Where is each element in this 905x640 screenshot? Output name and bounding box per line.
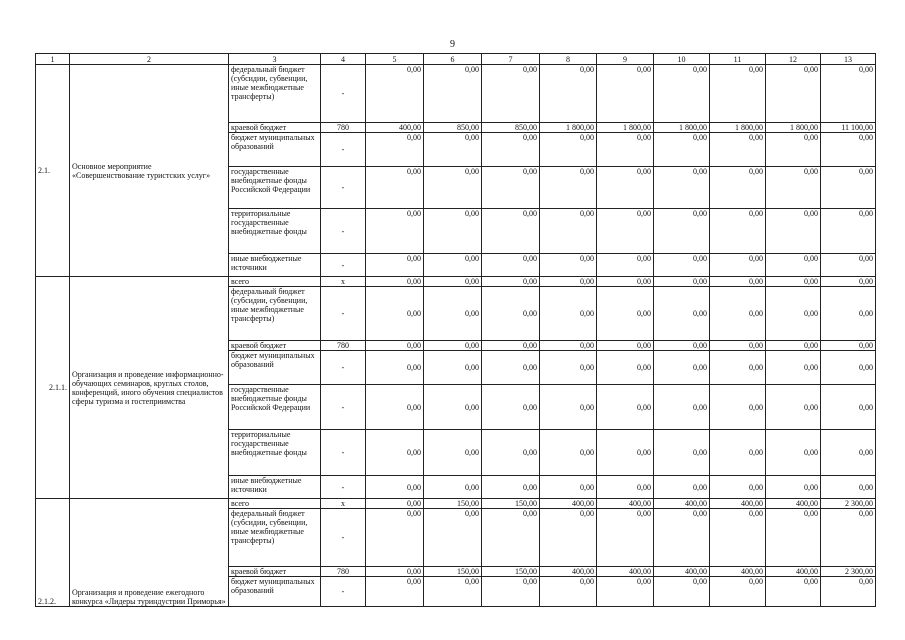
section-title: Основное мероприятие «Совершенствование туристских услуг»	[70, 65, 229, 277]
value-cell: 0,00	[821, 287, 876, 341]
funding-source: всего	[229, 499, 321, 509]
value-cell: 0,00	[654, 167, 710, 209]
value-cell: 0,00	[821, 476, 876, 499]
value-cell: 0,00	[482, 254, 540, 277]
value-cell: 0,00	[540, 341, 597, 351]
value-cell: 0,00	[710, 167, 766, 209]
column-header: 3	[229, 54, 321, 65]
value-cell: 0,00	[710, 133, 766, 167]
column-header: 2	[70, 54, 229, 65]
value-cell: 0,00	[540, 577, 597, 607]
funding-source: всего	[229, 277, 321, 287]
value-cell: 0,00	[710, 385, 766, 430]
code-cell: 780	[321, 123, 366, 133]
funding-source: иные внебюджетные источники	[229, 254, 321, 277]
column-header: 6	[424, 54, 482, 65]
table-body	[36, 65, 876, 607]
value-cell: 0,00	[821, 509, 876, 567]
column-header: 11	[710, 54, 766, 65]
value-cell: 0,00	[424, 341, 482, 351]
value-cell: 150,00	[482, 499, 540, 509]
value-cell: 0,00	[654, 509, 710, 567]
funding-source: бюджет муниципальных образований	[229, 577, 321, 607]
value-cell: 0,00	[366, 385, 424, 430]
value-cell: 0,00	[597, 254, 654, 277]
section-title: Организация и проведение информационно-обучающих семинаров, круглых столов, конференций, иного обучения специалистов сферы туризма и гостеприимства	[70, 277, 229, 499]
value-cell: 0,00	[821, 341, 876, 351]
value-cell: 0,00	[597, 430, 654, 476]
funding-source: федеральный бюджет (субсидии, субвенции, иные межбюджетные трансферты)	[229, 509, 321, 567]
page-number: 9	[450, 39, 455, 50]
funding-source: иные внебюджетные источники	[229, 476, 321, 499]
value-cell: 0,00	[540, 65, 597, 123]
value-cell: 0,00	[482, 476, 540, 499]
funding-source: федеральный бюджет (субсидии, субвенции, иные межбюджетные трансферты)	[229, 287, 321, 341]
value-cell: 0,00	[366, 567, 424, 577]
value-cell: 0,00	[821, 167, 876, 209]
code-cell: х	[321, 499, 366, 509]
value-cell: 150,00	[482, 567, 540, 577]
value-cell: 0,00	[710, 577, 766, 607]
section-code: 2.1.1.	[36, 277, 70, 499]
code-cell: -	[321, 167, 366, 209]
value-cell: 0,00	[710, 430, 766, 476]
value-cell: 400,00	[710, 567, 766, 577]
code-cell: -	[321, 430, 366, 476]
value-cell: 0,00	[482, 209, 540, 254]
table-row	[36, 277, 876, 287]
value-cell: 0,00	[366, 133, 424, 167]
column-header: 7	[482, 54, 540, 65]
column-header: 12	[766, 54, 821, 65]
value-cell: 0,00	[766, 385, 821, 430]
column-header: 8	[540, 54, 597, 65]
code-cell: -	[321, 209, 366, 254]
value-cell: 400,00	[654, 567, 710, 577]
value-cell: 0,00	[766, 254, 821, 277]
value-cell: 0,00	[540, 254, 597, 277]
value-cell: 0,00	[654, 254, 710, 277]
value-cell: 11 100,00	[821, 123, 876, 133]
value-cell: 400,00	[597, 567, 654, 577]
value-cell: 0,00	[366, 499, 424, 509]
value-cell: 0,00	[366, 167, 424, 209]
value-cell: 0,00	[766, 209, 821, 254]
value-cell: 0,00	[424, 430, 482, 476]
value-cell: 0,00	[482, 277, 540, 287]
value-cell: 0,00	[821, 254, 876, 277]
column-header: 10	[654, 54, 710, 65]
value-cell: 400,00	[654, 499, 710, 509]
funding-source: территориальные государственные внебюджетные фонды	[229, 430, 321, 476]
value-cell: 0,00	[821, 65, 876, 123]
value-cell: 0,00	[654, 351, 710, 385]
value-cell: 0,00	[597, 341, 654, 351]
value-cell: 1 800,00	[766, 123, 821, 133]
value-cell: 0,00	[424, 133, 482, 167]
value-cell: 0,00	[366, 509, 424, 567]
value-cell: 0,00	[654, 476, 710, 499]
value-cell: 150,00	[424, 567, 482, 577]
funding-source: краевой бюджет	[229, 123, 321, 133]
code-cell: х	[321, 277, 366, 287]
value-cell: 0,00	[766, 277, 821, 287]
value-cell: 0,00	[821, 277, 876, 287]
column-header: 13	[821, 54, 876, 65]
code-cell: -	[321, 287, 366, 341]
value-cell: 0,00	[710, 65, 766, 123]
funding-source: краевой бюджет	[229, 341, 321, 351]
code-cell: -	[321, 351, 366, 385]
value-cell: 0,00	[540, 476, 597, 499]
value-cell: 0,00	[540, 209, 597, 254]
value-cell: 0,00	[597, 167, 654, 209]
value-cell: 0,00	[540, 167, 597, 209]
value-cell: 0,00	[597, 385, 654, 430]
funding-source: государственные внебюджетные фонды Российской Федерации	[229, 167, 321, 209]
value-cell: 0,00	[710, 341, 766, 351]
value-cell: 400,00	[766, 567, 821, 577]
value-cell: 850,00	[424, 123, 482, 133]
value-cell: 0,00	[366, 65, 424, 123]
value-cell: 400,00	[597, 499, 654, 509]
value-cell: 400,00	[710, 499, 766, 509]
code-cell: -	[321, 254, 366, 277]
value-cell: 0,00	[540, 509, 597, 567]
column-header: 1	[36, 54, 70, 65]
value-cell: 0,00	[766, 341, 821, 351]
value-cell: 0,00	[710, 287, 766, 341]
value-cell: 0,00	[366, 577, 424, 607]
value-cell: 400,00	[540, 567, 597, 577]
value-cell: 0,00	[654, 65, 710, 123]
value-cell: 0,00	[821, 385, 876, 430]
value-cell: 0,00	[366, 209, 424, 254]
value-cell: 0,00	[366, 277, 424, 287]
value-cell: 0,00	[540, 133, 597, 167]
value-cell: 0,00	[540, 277, 597, 287]
value-cell: 150,00	[424, 499, 482, 509]
code-cell: -	[321, 65, 366, 123]
value-cell: 0,00	[366, 351, 424, 385]
value-cell: 0,00	[424, 351, 482, 385]
value-cell: 0,00	[821, 351, 876, 385]
value-cell: 0,00	[597, 133, 654, 167]
value-cell: 0,00	[766, 65, 821, 123]
value-cell: 0,00	[710, 254, 766, 277]
value-cell: 0,00	[766, 287, 821, 341]
value-cell: 0,00	[597, 509, 654, 567]
value-cell: 0,00	[710, 351, 766, 385]
value-cell: 0,00	[366, 341, 424, 351]
value-cell: 0,00	[766, 509, 821, 567]
value-cell: 0,00	[766, 133, 821, 167]
funding-source: бюджет муниципальных образований	[229, 351, 321, 385]
value-cell: 0,00	[366, 287, 424, 341]
value-cell: 400,00	[540, 499, 597, 509]
value-cell: 2 300,00	[821, 567, 876, 577]
funding-source: государственные внебюджетные фонды Российской Федерации	[229, 385, 321, 430]
value-cell: 0,00	[597, 351, 654, 385]
value-cell: 0,00	[654, 133, 710, 167]
value-cell: 0,00	[597, 65, 654, 123]
value-cell: 0,00	[482, 167, 540, 209]
value-cell: 0,00	[424, 65, 482, 123]
value-cell: 0,00	[597, 287, 654, 341]
value-cell: 0,00	[482, 65, 540, 123]
value-cell: 1 800,00	[710, 123, 766, 133]
value-cell: 0,00	[654, 577, 710, 607]
value-cell: 0,00	[424, 277, 482, 287]
funding-source: федеральный бюджет (субсидии, субвенции, иные межбюджетные трансферты)	[229, 65, 321, 123]
value-cell: 0,00	[766, 577, 821, 607]
value-cell: 0,00	[482, 577, 540, 607]
value-cell: 0,00	[654, 209, 710, 254]
code-cell: 780	[321, 567, 366, 577]
value-cell: 0,00	[482, 385, 540, 430]
value-cell: 2 300,00	[821, 499, 876, 509]
value-cell: 0,00	[710, 509, 766, 567]
table-row	[36, 499, 876, 509]
value-cell: 0,00	[821, 133, 876, 167]
value-cell: 0,00	[710, 209, 766, 254]
value-cell: 1 800,00	[654, 123, 710, 133]
value-cell: 0,00	[366, 430, 424, 476]
funding-source: бюджет муниципальных образований	[229, 133, 321, 167]
value-cell: 0,00	[766, 167, 821, 209]
value-cell: 0,00	[654, 430, 710, 476]
value-cell: 0,00	[424, 385, 482, 430]
section-title: Организация и проведение ежегодного конкурса «Лидеры туриндустрии Приморья»	[70, 499, 229, 607]
value-cell: 0,00	[710, 277, 766, 287]
value-cell: 0,00	[766, 430, 821, 476]
value-cell: 0,00	[482, 509, 540, 567]
value-cell: 0,00	[654, 277, 710, 287]
funding-source: краевой бюджет	[229, 567, 321, 577]
code-cell: -	[321, 476, 366, 499]
value-cell: 0,00	[424, 167, 482, 209]
value-cell: 0,00	[540, 385, 597, 430]
value-cell: 0,00	[366, 254, 424, 277]
value-cell: 0,00	[424, 577, 482, 607]
value-cell: 0,00	[766, 351, 821, 385]
value-cell: 0,00	[597, 209, 654, 254]
value-cell: 0,00	[482, 133, 540, 167]
value-cell: 0,00	[654, 341, 710, 351]
value-cell: 0,00	[766, 476, 821, 499]
column-header: 5	[366, 54, 424, 65]
code-cell: -	[321, 133, 366, 167]
value-cell: 0,00	[597, 277, 654, 287]
value-cell: 0,00	[424, 209, 482, 254]
funding-source: территориальные государственные внебюджетные фонды	[229, 209, 321, 254]
value-cell: 0,00	[424, 509, 482, 567]
code-cell: -	[321, 509, 366, 567]
column-header: 4	[321, 54, 366, 65]
value-cell: 0,00	[654, 287, 710, 341]
code-cell: -	[321, 577, 366, 607]
value-cell: 850,00	[482, 123, 540, 133]
section-code: 2.1.2.	[36, 499, 70, 607]
value-cell: 1 800,00	[597, 123, 654, 133]
value-cell: 0,00	[482, 351, 540, 385]
value-cell: 0,00	[821, 209, 876, 254]
value-cell: 0,00	[597, 476, 654, 499]
value-cell: 0,00	[366, 476, 424, 499]
value-cell: 0,00	[424, 287, 482, 341]
value-cell: 0,00	[654, 385, 710, 430]
value-cell: 0,00	[710, 476, 766, 499]
code-cell: 780	[321, 341, 366, 351]
value-cell: 0,00	[424, 476, 482, 499]
code-cell: -	[321, 385, 366, 430]
value-cell: 400,00	[366, 123, 424, 133]
header-row	[36, 54, 876, 65]
column-header: 9	[597, 54, 654, 65]
section-code: 2.1.	[36, 65, 70, 277]
value-cell: 0,00	[540, 351, 597, 385]
value-cell: 0,00	[597, 577, 654, 607]
value-cell: 0,00	[540, 430, 597, 476]
value-cell: 400,00	[766, 499, 821, 509]
value-cell: 0,00	[482, 287, 540, 341]
value-cell: 1 800,00	[540, 123, 597, 133]
value-cell: 0,00	[821, 430, 876, 476]
value-cell: 0,00	[821, 577, 876, 607]
value-cell: 0,00	[482, 430, 540, 476]
table-row	[36, 65, 876, 123]
value-cell: 0,00	[424, 254, 482, 277]
value-cell: 0,00	[540, 287, 597, 341]
value-cell: 0,00	[482, 341, 540, 351]
budget-table	[35, 53, 876, 607]
